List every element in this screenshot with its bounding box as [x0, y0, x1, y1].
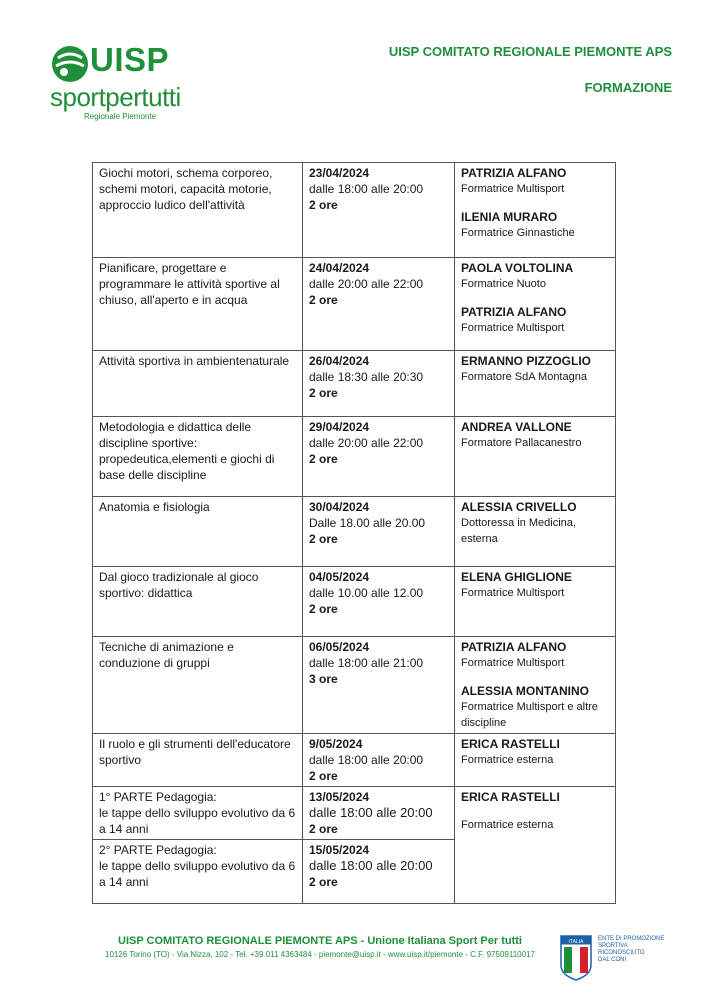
teacher-role: Formatore Pallacanestro	[461, 437, 582, 449]
teacher-name: ELENA GHIGLIONE	[461, 570, 572, 584]
session-date: 30/04/2024	[309, 500, 370, 514]
teacher-name: PAOLA VOLTOLINA	[461, 261, 574, 275]
teacher-name: ERICA RASTELLI	[461, 737, 560, 751]
session-hours: 2 ore	[309, 822, 338, 836]
session-time: dalle 18:00 alle 20:00	[309, 182, 424, 196]
topic-cell: Tecniche di animazione e conduzione di gruppi	[93, 637, 303, 734]
session-hours: 2 ore	[309, 293, 338, 307]
session-date: 23/04/2024	[309, 166, 370, 180]
table-row	[93, 734, 616, 787]
date-cell	[303, 734, 455, 787]
session-hours: 2 ore	[309, 532, 338, 546]
logo-wordmark: UISP	[90, 41, 170, 78]
table-row	[93, 258, 616, 351]
session-date: 06/05/2024	[309, 640, 370, 654]
session-hours: 2 ore	[309, 386, 338, 400]
uisp-logo	[50, 40, 195, 126]
table-row	[93, 351, 616, 417]
teacher-cell	[455, 497, 616, 567]
teacher-name: ALESSIA CRIVELLO	[461, 500, 577, 514]
coni-line: SPORTIVA	[598, 943, 628, 949]
teacher-role: Formatrice Multisport e altre discipline	[461, 701, 598, 729]
session-date: 24/04/2024	[309, 261, 370, 275]
teacher-name: ILENIA MURARO	[461, 210, 558, 224]
table-row	[93, 497, 616, 567]
topic-cell: Pianificare, progettare e programmare le attività sportive al chiuso, all'aperto e in acqua	[93, 258, 303, 351]
teacher-cell	[455, 637, 616, 734]
teacher-name: PATRIZIA ALFANO	[461, 166, 567, 180]
uisp-globe-icon	[50, 44, 90, 84]
table-row	[93, 567, 616, 637]
teacher-role: Formatrice Multisport	[461, 183, 565, 195]
header-subtitle: FORMAZIONE	[584, 80, 672, 95]
pedagogy-part-title: 1° PARTE Pedagogia:	[99, 790, 217, 804]
topic-cell	[93, 787, 303, 840]
italia-shield-icon	[560, 935, 592, 981]
session-time: dalle 20:00 alle 22:00	[309, 277, 424, 291]
teacher-name: ALESSIA MONTANINO	[461, 684, 589, 698]
pedagogy-part-title: 2° PARTE Pedagogia:	[99, 843, 217, 857]
session-time: dalle 18:00 alle 21:00	[309, 656, 424, 670]
session-time: dalle 20:00 alle 22:00	[309, 436, 424, 450]
teacher-role: Formatrice esterna	[461, 754, 554, 766]
topic-cell: Dal gioco tradizionale al gioco sportivo: didattica	[93, 567, 303, 637]
teacher-role: Formatrice Nuoto	[461, 278, 546, 290]
coni-badge	[560, 935, 680, 985]
table-row	[93, 637, 616, 734]
session-time: Dalle 18.00 alle 20.00	[309, 516, 426, 530]
topic-cell: Anatomia e fisiologia	[93, 497, 303, 567]
teacher-name: ANDREA VALLONE	[461, 420, 572, 434]
coni-line: DAL CONI	[598, 957, 627, 963]
teacher-name: ERICA RASTELLI	[461, 790, 560, 804]
teacher-role: Formatrice Multisport	[461, 657, 565, 669]
teacher-role: Formatrice esterna	[461, 819, 554, 831]
session-date: 9/05/2024	[309, 737, 363, 751]
topic-cell: Il ruolo e gli strumenti dell'educatore sportivo	[93, 734, 303, 787]
date-cell	[303, 567, 455, 637]
teacher-role: Formatrice Ginnastiche	[461, 227, 575, 239]
session-date: 13/05/2024	[309, 790, 370, 804]
pedagogy-part-desc: le tappe dello sviluppo evolutivo da 6 a 14 anni	[99, 806, 296, 836]
teacher-cell	[455, 417, 616, 497]
session-time: dalle 10.00 alle 12.00	[309, 586, 424, 600]
session-date: 26/04/2024	[309, 354, 370, 368]
teacher-role: Formatrice Multisport	[461, 587, 565, 599]
teacher-name: ERMANNO PIZZOGLIO	[461, 354, 591, 368]
session-hours: 2 ore	[309, 875, 338, 889]
coni-text	[598, 936, 678, 964]
topic-cell: Attività sportiva in ambientenaturale	[93, 351, 303, 417]
pedagogy-part-desc: le tappe dello sviluppo evolutivo da 6 a 14 anni	[99, 859, 296, 889]
table-row	[93, 787, 616, 840]
date-cell	[303, 417, 455, 497]
session-time: dalle 18:30 alle 20:30	[309, 370, 424, 384]
date-cell	[303, 497, 455, 567]
session-time: dalle 18:00 alle 20:00	[309, 805, 433, 820]
date-cell	[303, 351, 455, 417]
session-hours: 3 ore	[309, 672, 338, 686]
teacher-role: Dottoressa in Medicina, esterna	[461, 517, 576, 545]
teacher-cell	[455, 787, 616, 904]
date-cell	[303, 787, 455, 840]
date-cell	[303, 840, 455, 904]
teacher-cell	[455, 163, 616, 258]
teacher-cell	[455, 258, 616, 351]
teacher-cell	[455, 351, 616, 417]
session-hours: 2 ore	[309, 452, 338, 466]
session-time: dalle 18:00 alle 20:00	[309, 753, 424, 767]
table-row	[93, 163, 616, 258]
topic-cell: Giochi motori, schema corporeo, schemi motori, capacità motorie, approccio ludico dell'attività	[93, 163, 303, 258]
footer-address: 10126 Torino (TO) - Via Nizza, 102 - Tel. +39 011 4363484 - piemonte@uisp.it - www.uisp.it/piemonte - C.F. 97509110017	[105, 950, 535, 959]
coni-line: RICONOSCIUTO	[598, 950, 645, 956]
date-cell	[303, 637, 455, 734]
teacher-name: PATRIZIA ALFANO	[461, 305, 567, 319]
session-date: 15/05/2024	[309, 843, 370, 857]
logo-region: Regionale Piemonte	[84, 112, 157, 121]
teacher-role: Formatrice Multisport	[461, 322, 565, 334]
teacher-role: Formatore SdA Montagna	[461, 371, 587, 383]
teacher-cell	[455, 734, 616, 787]
teacher-name: PATRIZIA ALFANO	[461, 640, 567, 654]
table-row	[93, 417, 616, 497]
session-hours: 2 ore	[309, 602, 338, 616]
header-title: UISP COMITATO REGIONALE PIEMONTE APS	[388, 44, 672, 59]
footer-title: UISP COMITATO REGIONALE PIEMONTE APS - Unione Italiana Sport Per tutti	[118, 935, 522, 947]
coni-line: ENTE DI PROMOZIONE	[598, 936, 665, 942]
coni-badge-label: ITALIA	[568, 939, 584, 945]
session-hours: 2 ore	[309, 769, 338, 783]
date-cell	[303, 258, 455, 351]
session-hours: 2 ore	[309, 198, 338, 212]
topic-cell	[93, 840, 303, 904]
logo-tagline: sportpertutti	[50, 82, 181, 112]
teacher-cell	[455, 567, 616, 637]
topic-cell: Metodologia e didattica delle discipline sportive: propedeutica,elementi e giochi di base delle discipline	[93, 417, 303, 497]
session-time: dalle 18:00 alle 20:00	[309, 858, 433, 873]
session-date: 04/05/2024	[309, 570, 370, 584]
date-cell	[303, 163, 455, 258]
session-date: 29/04/2024	[309, 420, 370, 434]
schedule-table	[92, 162, 616, 904]
